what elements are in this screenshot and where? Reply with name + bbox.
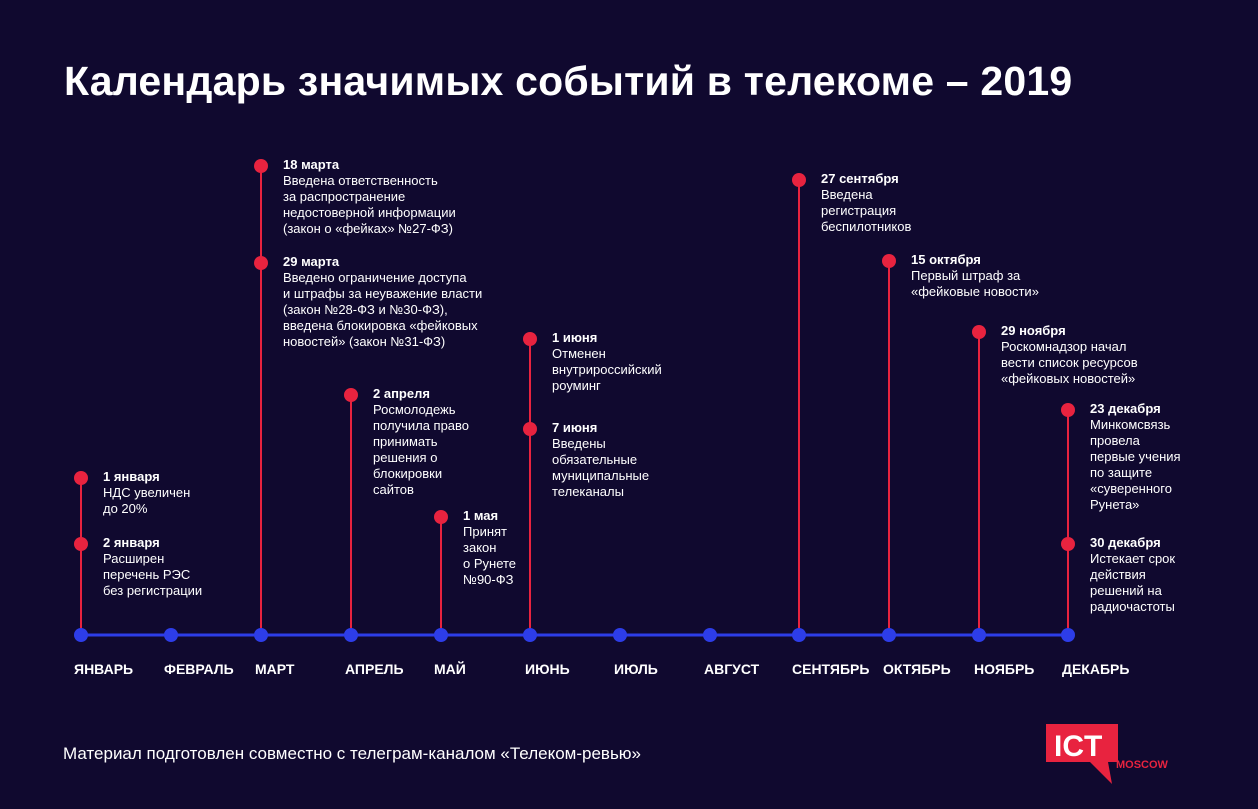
event-dot <box>972 325 986 339</box>
event-description: Принят закон о Рунете №90-ФЗ <box>463 524 517 587</box>
event-dot <box>74 537 88 551</box>
event-description: Истекает срок действия решений на радиочастоты <box>1090 551 1176 614</box>
month-dot <box>523 628 537 642</box>
month-label: ИЮНЬ <box>525 661 570 677</box>
event-date: 30 декабря <box>1090 535 1161 550</box>
event-dot <box>792 173 806 187</box>
event-description: Отменен внутрироссийский роуминг <box>552 346 662 393</box>
month-label: МАРТ <box>255 661 295 677</box>
month-dot <box>792 628 806 642</box>
event-date: 23 декабря <box>1090 401 1161 416</box>
event-item <box>821 171 911 235</box>
event-dot <box>882 254 896 268</box>
event-description: Росмолодежь получила право принимать решения о блокировки сайтов <box>373 402 470 497</box>
month-dot <box>344 628 358 642</box>
event-item <box>103 535 202 599</box>
month-label: ИЮЛЬ <box>614 661 658 677</box>
month-label: АВГУСТ <box>704 661 760 677</box>
event-date: 2 января <box>103 535 160 550</box>
event-description: Введена регистрация беспилотников <box>821 187 912 234</box>
event-description: Первый штраф за «фейковые новости» <box>911 268 1039 299</box>
event-dot <box>74 471 88 485</box>
event-dot <box>254 256 268 270</box>
event-dot <box>344 388 358 402</box>
event-dot <box>523 332 537 346</box>
logo-main: ICT <box>1054 730 1103 763</box>
event-date: 27 сентября <box>821 171 899 186</box>
event-description: Введено ограничение доступа и штрафы за неуважение власти (закон №28-ФЗ и №30-ФЗ), введена блокировка «фейковых новостей» (закон №31-ФЗ) <box>283 270 483 349</box>
event-description: Минкомсвязь провела первые учения по защите «суверенного Рунета» <box>1090 417 1181 512</box>
event-item <box>911 252 1039 300</box>
month-dot <box>972 628 986 642</box>
event-dot <box>434 510 448 524</box>
event-description: Введены обязательные муниципальные телеканалы <box>552 436 650 499</box>
event-date: 29 марта <box>283 254 340 269</box>
event-dot <box>254 159 268 173</box>
month-label: НОЯБРЬ <box>974 661 1035 677</box>
month-label: ОКТЯБРЬ <box>883 661 951 677</box>
event-item <box>283 254 482 350</box>
event-item <box>552 330 662 394</box>
event-item <box>103 469 190 517</box>
event-date: 1 мая <box>463 508 499 523</box>
event-item <box>1090 401 1181 513</box>
event-description: Роскомнадзор начал вести список ресурсов «фейковых новостей» <box>1001 339 1138 386</box>
event-date: 2 апреля <box>373 386 430 401</box>
month-dot <box>1061 628 1075 642</box>
event-date: 1 января <box>103 469 160 484</box>
month-dot <box>434 628 448 642</box>
footer-note: Материал подготовлен совместно с телеграм-каналом «Телеком-ревью» <box>63 744 642 763</box>
month-label: ЯНВАРЬ <box>74 661 134 677</box>
event-item <box>283 157 456 237</box>
event-date: 15 октября <box>911 252 981 267</box>
event-item <box>1001 323 1138 387</box>
event-date: 7 июня <box>552 420 598 435</box>
event-item <box>1090 535 1175 615</box>
page-title: Календарь значимых событий в телекоме – 2019 <box>64 58 1073 104</box>
event-date: 29 ноября <box>1001 323 1066 338</box>
month-dot <box>613 628 627 642</box>
month-label: МАЙ <box>434 661 466 677</box>
month-label: ФЕВРАЛЬ <box>164 661 234 677</box>
event-date: 1 июня <box>552 330 598 345</box>
event-item <box>463 508 516 588</box>
month-dot <box>882 628 896 642</box>
event-description: Расширен перечень РЭС без регистрации <box>103 551 203 598</box>
month-dot <box>254 628 268 642</box>
month-dot <box>74 628 88 642</box>
event-description: Введена ответственность за распространение недостоверной информации (закон о «фейках» №27-ФЗ) <box>283 173 456 236</box>
ict-moscow-logo <box>1046 722 1186 790</box>
event-date: 18 марта <box>283 157 340 172</box>
event-description: НДС увеличен до 20% <box>103 485 191 516</box>
month-dot <box>164 628 178 642</box>
event-dot <box>523 422 537 436</box>
event-dot <box>1061 537 1075 551</box>
month-label: АПРЕЛЬ <box>345 661 404 677</box>
event-dot <box>1061 403 1075 417</box>
event-item <box>373 386 469 498</box>
month-dot <box>703 628 717 642</box>
logo-sub: MOSCOW <box>1116 759 1168 771</box>
event-item <box>552 420 649 500</box>
month-label: ДЕКАБРЬ <box>1062 661 1130 677</box>
month-label: СЕНТЯБРЬ <box>792 661 870 677</box>
